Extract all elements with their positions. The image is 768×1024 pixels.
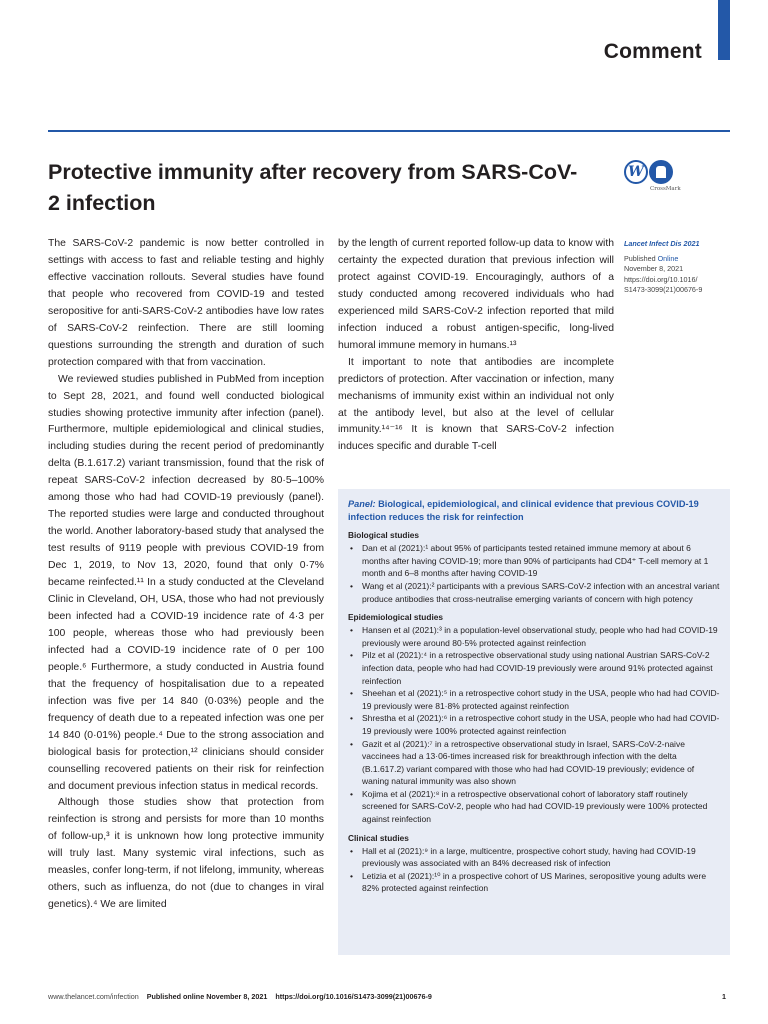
panel-list (348, 845, 720, 895)
crossmark-bookmark-shape (656, 166, 666, 178)
w-open-access-icon[interactable] (624, 160, 648, 184)
panel-list-item: • Kojima et al (2021):⁸ in a retrospective observational cohort of laboratory staff routinely screened for SARS-CoV-2, people who had had COVID-19 previously were 100% protected against reinfection (348, 788, 720, 826)
panel-title (348, 498, 720, 523)
published-prefix: Published (624, 253, 658, 263)
panel-label: Panel: (348, 499, 376, 509)
paragraph: Although those studies show that protection from reinfection is strong and persists for more than 10 months of follow-up,³ it is unknown how long protective immunity will truly last. Many systemic viral infections, such as measles, confer long-term, if not lifelong, immunity, whereas others, such as influenza, do not (due to changes in viral genetics).⁴ We are limited (48, 797, 324, 911)
paragraph: by the length of current reported follow-up data to know with certainty the expected duration that previous infection will protect against COVID-19. Encouragingly, authors of a study conducted among recovered individuals who had experienced mild SARS-CoV-2 infection reported that mild infection induced a robust antigen-specific, long-lived humoral immune memory in humans.¹³ (338, 238, 614, 351)
article-badges (624, 160, 684, 196)
panel-list (348, 542, 720, 605)
section-color-tab (718, 0, 730, 60)
footer-published: Published online November 8, 2021 (146, 992, 268, 1001)
crossmark-label: CrossMark (650, 186, 681, 192)
panel-section-heading: Biological studies (348, 530, 419, 541)
panel-list-item: • Dan et al (2021):¹ about 95% of participants tested retained immune memory at about 6 months after having COVID-19; more than 90% of participants had CD4⁺ T-cell memory at 1 month and 6–8 months after having COVID-19 (348, 542, 720, 580)
paragraph: We reviewed studies published in PubMed from inception to Sept 28, 2021, and found well conducted biological studies showing protective immunity after infection (panel). Furthermore, multiple epidemiological and clinical studies, including studies during the recent period of predominantly delta (B.1.617.2) variant transmission, found that the risk of repeat SARS-CoV-2 infection decreased by 80·5–100% among those who had had COVID-19 previously (panel). The reported studies were large and conducted throughout the world. Another laboratory-based study that analysed the test results of 9119 people with previous COVID-19 from Dec 1, 2019, to Nov 13, 2020, found that only 0·7% became reinfected.¹¹ In a study conducted at the Cleveland Clinic in Cleveland, OH, USA, those who had not previously been infected had a COVID-19 incidence rate of 4·3 per 100 people, whereas those who had previously been infected had a COVID-19 incidence rate of 0 per 100 people.⁶ Furthermore, a study conducted in Austria found that the frequency of hospitalisation due to a repeated infection was five per 14 840 (0·03%) people and the frequency of death due to a repeated infection was one per 14 840 (0·01%) people.⁴ Due to the strong association and biological basis for protection,¹² clinicians should consider counselling recovered patients on their risk for reinfection and document previous infection status in medical records. (48, 373, 324, 792)
paragraph: The SARS-CoV-2 pandemic is now better controlled in settings with access to fast and reliable testing and highly effective vaccination rollouts. Several studies have found that people who recovered from COVID-19 and tested seropositive for anti-SARS-CoV-2 antibodies have low rates of SARS-CoV-2 reinfection. There are still looming questions surrounding the strength and duration of such protection compared with that from vaccination. (48, 238, 324, 368)
left-text-column (48, 236, 324, 914)
online-link[interactable]: Online (657, 253, 679, 263)
middle-text-column (338, 236, 614, 456)
journal-citation: Lancet Infect Dis 2021 (624, 239, 700, 248)
published-date: November 8, 2021 (624, 264, 684, 274)
panel-list-item: • Wang et al (2021):² participants with a previous SARS-CoV-2 infection with an ancestral variant produce antibodies that cross-neutralise emerging variants of concern with high potency (348, 580, 720, 605)
panel-list-item: • Hall et al (2021):⁹ in a large, multicentre, prospective cohort study, having had COVID-19 previously was associated with an 84% decreased risk of infection (348, 845, 720, 870)
crossmark-icon[interactable] (649, 160, 673, 184)
page-footer (48, 992, 730, 1001)
panel-list-item: • Letizia et al (2021):¹⁰ in a prospective cohort of US Marines, seropositive young adults were 82% protected against reinfection (348, 870, 720, 895)
publication-sidebar (624, 239, 724, 296)
panel-section-heading: Epidemiological studies (348, 612, 443, 623)
panel-list-item: • Sheehan et al (2021):⁵ in a retrospective cohort study in the USA, people who had had COVID-19 previously were 81·8% protected against reinfection (348, 687, 720, 712)
panel-list-item: • Gazit et al (2021):⁷ in a retrospective observational study in Israel, SARS-CoV-2-naive vaccinees had a 13·06-times increased risk for breakthrough infection with the delta (B.1.617.2) variant compared with those who had had COVID-19 previously; evidence of waning natural immunity was also shown (348, 738, 720, 788)
published-line (624, 254, 724, 265)
doi-link-line1[interactable]: https://doi.org/10.1016/ (624, 274, 698, 284)
paragraph: It important to note that antibodies are incomplete predictors of protection. After vaccination or infection, many mechanisms of immunity exist within an individual not only at the antibody level, but also at the level of cellular immunity.¹⁴⁻¹⁶ It is known that SARS-CoV-2 infection induces specific and durable T-cell (338, 356, 614, 453)
footer-journal-url[interactable]: www.thelancet.com/infection (48, 992, 139, 1001)
panel-list-item: • Pilz et al (2021):⁴ in a retrospective observational study using national Austrian SARS-CoV-2 infection data, people who had had COVID-19 previously were around 91% protected against reinfection (348, 649, 720, 687)
evidence-panel (338, 489, 730, 955)
section-label: Comment (603, 40, 702, 63)
w-badge-letter: W (628, 164, 644, 180)
doi-link-line2[interactable]: S1473-3099(21)00676-9 (624, 285, 703, 295)
footer-doi[interactable]: https://doi.org/10.1016/S1473-3099(21)00676-9 (275, 992, 432, 1001)
page-number: 1 (722, 992, 726, 1001)
panel-list-item: • Shrestha et al (2021):⁶ in a retrospective cohort study in the USA, people who had had COVID-19 previously were 100% protected against reinfection (348, 712, 720, 737)
panel-title-text: Biological, epidemiological, and clinical evidence that previous COVID-19 infection reduces the risk for reinfection (348, 499, 699, 522)
header-divider (48, 130, 730, 132)
article-title: Protective immunity after recovery from SARS-CoV-2 infection (48, 160, 578, 215)
panel-list-item: • Hansen et al (2021):³ in a population-level observational study, people who had had COVID-19 previously were around 80·5% protected against reinfection (348, 624, 720, 649)
panel-section-heading: Clinical studies (348, 832, 409, 843)
panel-list (348, 624, 720, 826)
